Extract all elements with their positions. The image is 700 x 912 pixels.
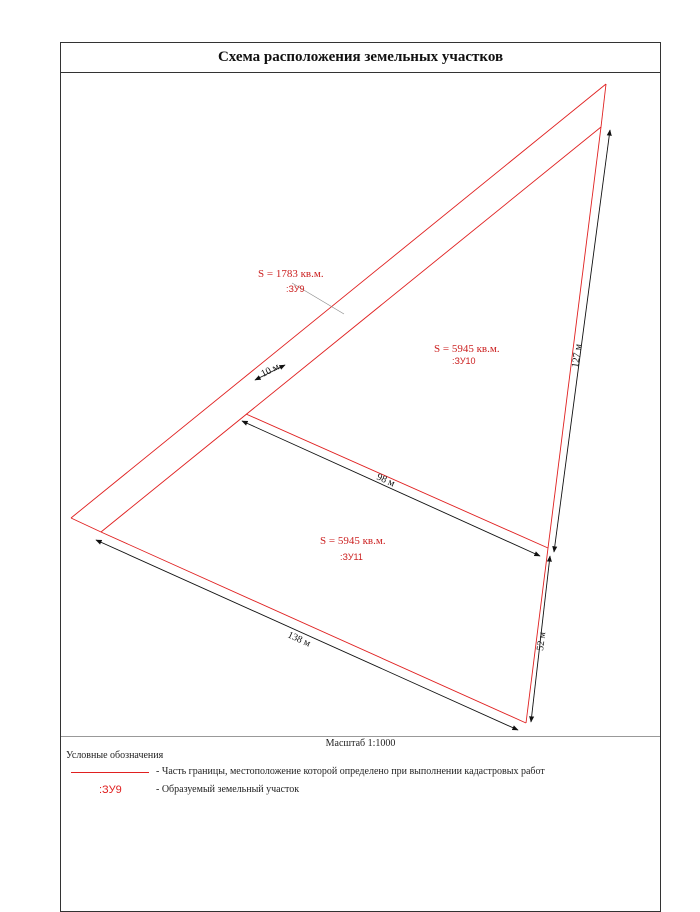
boundary-outer-top [601, 84, 606, 127]
parcel-code-zu9: :ЗУ9 [286, 284, 305, 294]
dim-label-98: 98 м [374, 471, 397, 490]
boundary-inner-hypotenuse [101, 127, 601, 532]
dimension-lines [96, 130, 610, 730]
parcel-boundaries [71, 84, 606, 723]
dim-label-52: 52 м [535, 631, 549, 652]
legend-code-parcel: :ЗУ9 [99, 784, 122, 796]
parcel-area-zu9: S = 1783 кв.м. [258, 268, 324, 280]
dim-line-138 [96, 540, 518, 730]
parcel-code-zu11: :ЗУ11 [340, 552, 363, 562]
legend-title: Условные обозначения [66, 750, 164, 761]
scale-label: Масштаб 1:1000 [325, 738, 396, 749]
dim-label-127: 127 м [570, 343, 585, 369]
boundary-split [246, 414, 548, 548]
boundary-outer-hypotenuse [71, 84, 606, 518]
parcel-code-zu10: :ЗУ10 [452, 356, 476, 366]
scheme-title: Схема расположения земельных участков [61, 43, 660, 73]
legend-text-parcel: - Образуемый земельный участок [156, 784, 300, 795]
parcel-area-zu10: S = 5945 кв.м. [434, 343, 500, 355]
dim-label-138: 138 м [285, 629, 313, 650]
dim-line-127 [554, 130, 610, 552]
legend-text-boundary: - Часть границы, местоположение которой определено при выполнении кадастровых работ [156, 766, 545, 777]
boundary-outer-base [71, 518, 101, 532]
boundary-bottom [101, 532, 526, 723]
parcel-area-zu11: S = 5945 кв.м. [320, 535, 386, 547]
dim-label-10: 10 м [259, 361, 282, 380]
